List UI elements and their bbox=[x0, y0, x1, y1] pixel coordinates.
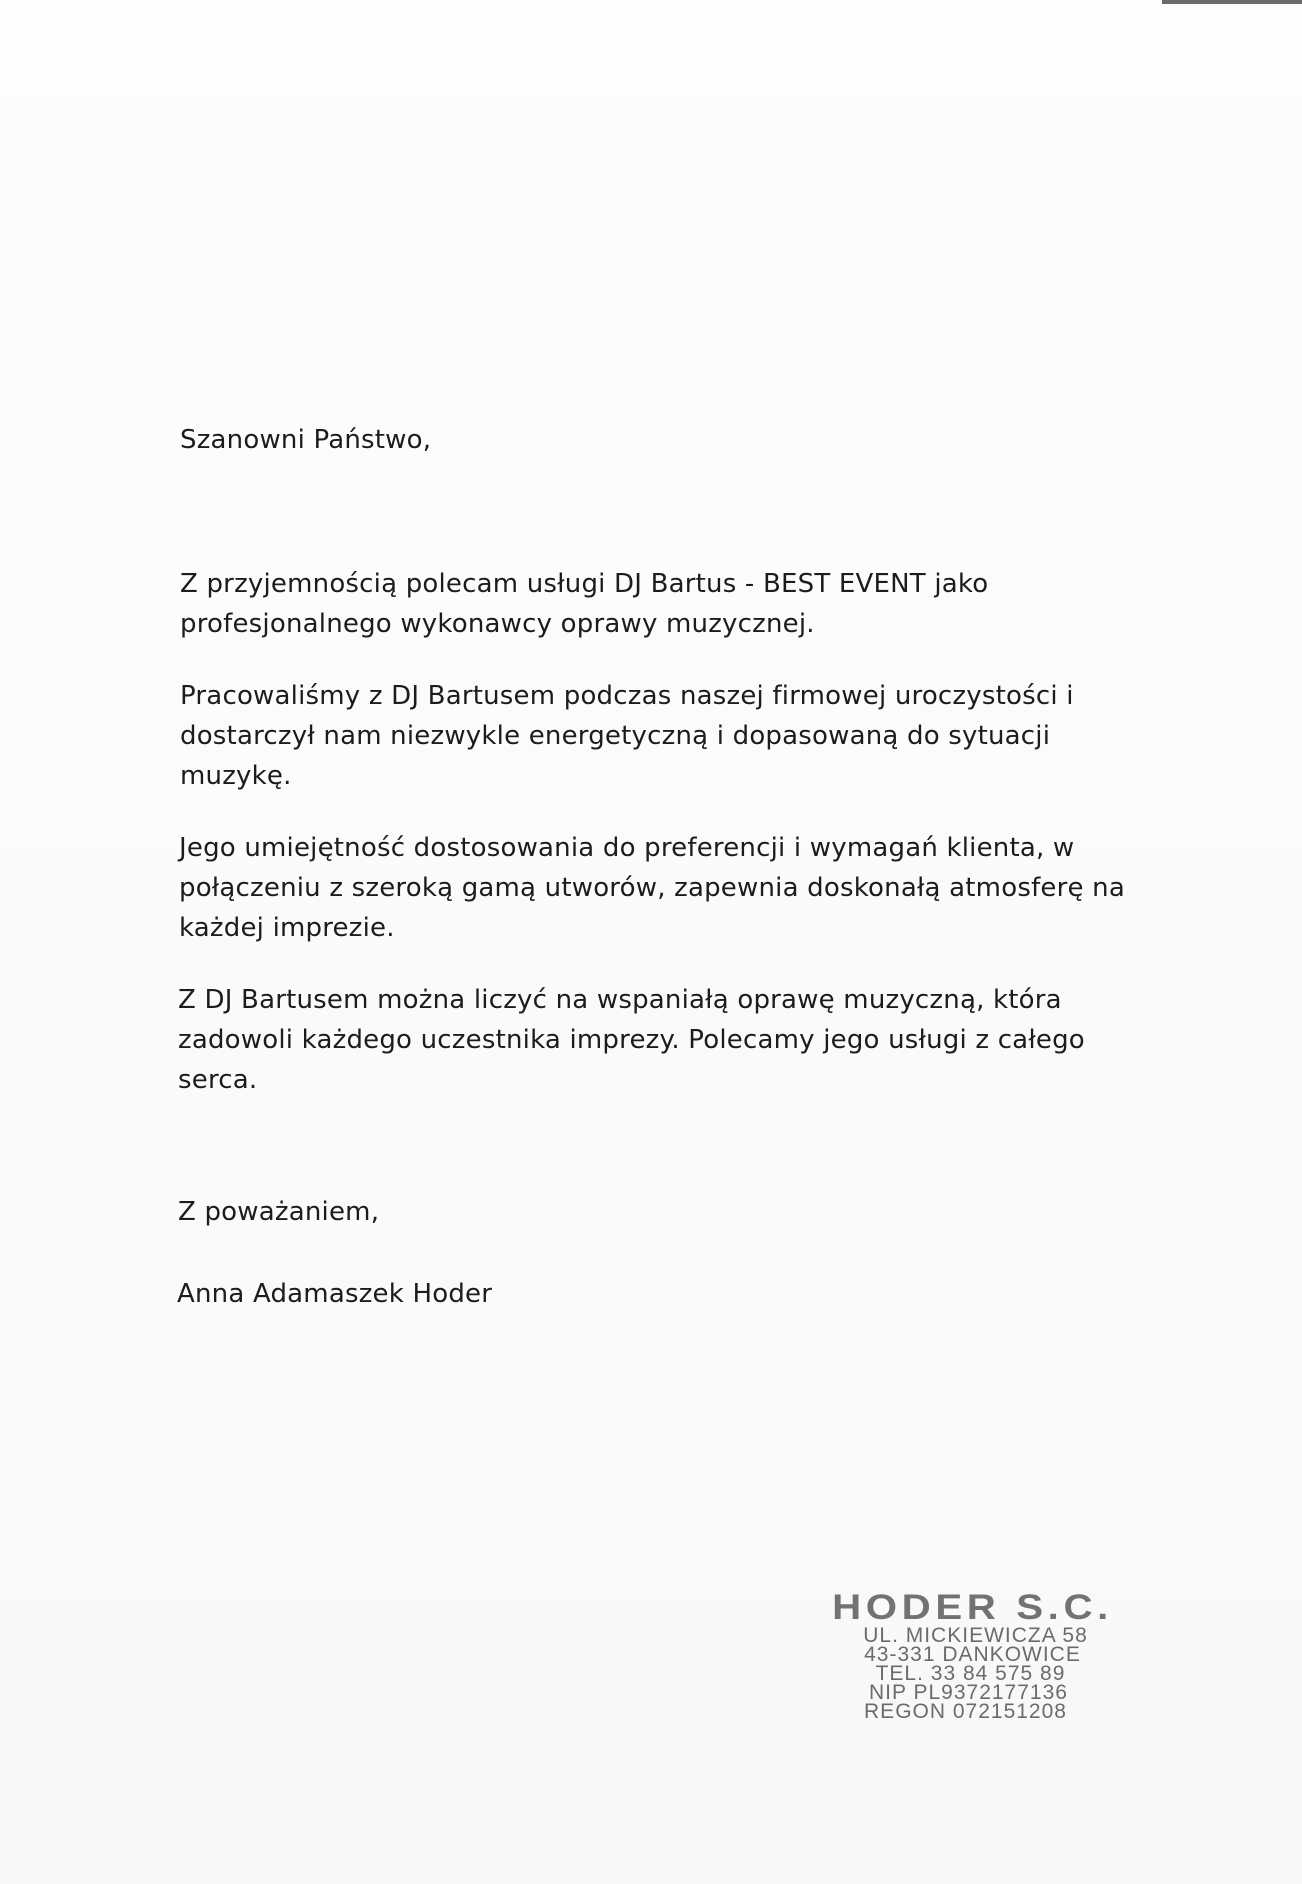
letter-paragraph-1: Z przyjemnością polecam usługi DJ Bartus - BEST EVENT jako profesjonalnego wykonawcy oprawy muzycznej. bbox=[180, 569, 989, 639]
stamp-company-name: HODER S.C. bbox=[832, 1588, 1113, 1627]
stamp-city: 43-331 DANKOWICE bbox=[864, 1643, 1081, 1666]
stamp-regon: REGON 072151208 bbox=[864, 1700, 1067, 1723]
letter-paragraph-3: Jego umiejętność dostosowania do preferencji i wymagań klienta, w połączeniu z szeroką gamą utworów, zapewnia doskonałą atmosferę na każdej imprezie. bbox=[179, 833, 1125, 943]
stamp-nip: NIP PL9372177136 bbox=[869, 1681, 1068, 1704]
company-stamp bbox=[810, 1590, 1135, 1721]
letter-paragraph-4: Z DJ Bartusem można liczyć na wspaniałą oprawę muzyczną, która zadowoli każdego uczestnika imprezy. Polecamy jego usługi z całego serca. bbox=[178, 985, 1085, 1095]
letter-body bbox=[177, 420, 1140, 1314]
letter-paragraph-2: Pracowaliśmy z DJ Bartusem podczas naszej firmowej uroczystości i dostarczył nam niezwykle energetyczną i dopasowaną do sytuacji muzykę. bbox=[180, 681, 1074, 791]
letter-closing: Z poważaniem, bbox=[178, 1197, 380, 1227]
paper-corner-edge bbox=[1162, 0, 1302, 4]
letter-greeting: Szanowni Państwo, bbox=[180, 425, 432, 455]
stamp-address: UL. MICKIEWICZA 58 bbox=[863, 1624, 1088, 1647]
letter-signature: Anna Adamaszek Hoder bbox=[177, 1279, 493, 1309]
stamp-phone: TEL. 33 84 575 89 bbox=[875, 1662, 1066, 1685]
